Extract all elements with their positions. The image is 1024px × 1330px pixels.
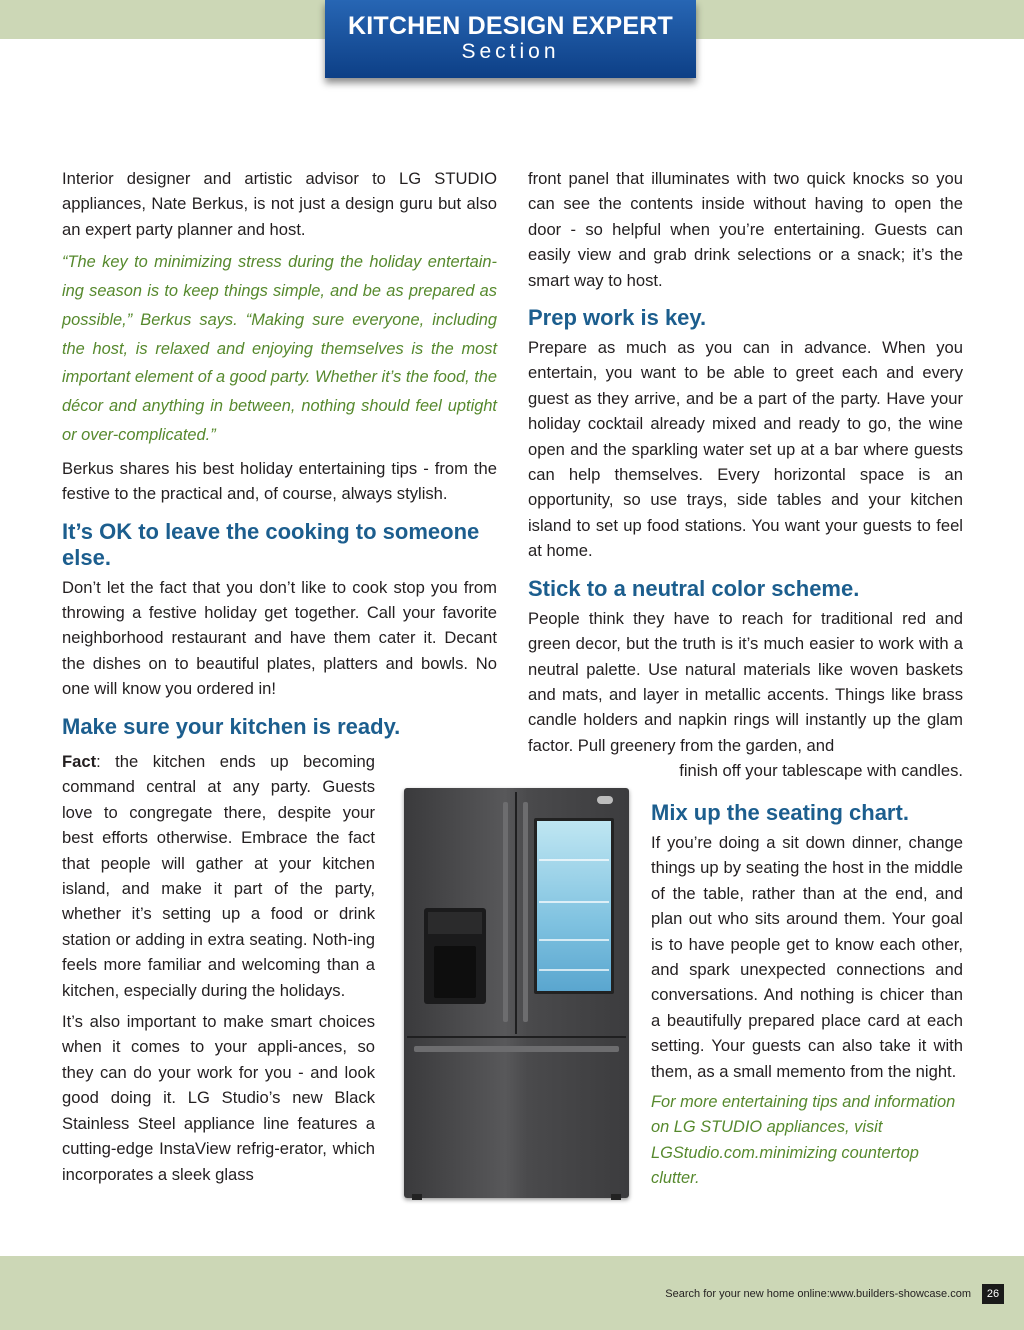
section-body-kitchen-ready: [62, 749, 375, 1003]
fridge-door-split: [515, 792, 517, 1034]
fact-text: : the kitchen ends up becoming command central at any party. Guests love to congregate there, despite your best efforts otherwise. Embrace the fact that people will gather at your kitchen island, and make it part of the party, whether it’s setting up a food or drink station or adding in extra seating. Noth-ing feels more familiar and welcoming than a kitchen, especially during the holidays.: [62, 752, 375, 1000]
instaview-window: [534, 818, 614, 994]
section-body-prep-work: Prepare as much as you can in advance. When you entertain, you want to be able to greet each and every guest as they arrive, and be a part of the party. Have your holiday cocktail already mixed and ready to go, the wine open and the sparkling water set up at a bar where guests can help themselves. Every horizontal space is an opportunity, so use trays, side tables and your kitchen island to set up food stations. You want your guests to feel at home.: [528, 338, 963, 561]
dispenser-control-panel: [428, 912, 482, 934]
section-body-neutral-color: People think they have to reach for traditional red and green decor, but the truth is it’s much easier to work with a neutral palette. Use natural materials like woven baskets and mats, and layer in metallic accents. Things like brass candle holders and napkin rings will instantly up the glam factor. Pull greenery from the garden, and: [528, 608, 963, 755]
dispenser-well: [434, 946, 476, 998]
fridge-foot: [412, 1194, 422, 1200]
fridge-shelf: [539, 859, 609, 861]
fridge-left-handle: [503, 802, 508, 1022]
fridge-right-handle: [523, 802, 528, 1022]
header-subtitle: Section: [461, 40, 560, 63]
right-column: [528, 166, 963, 784]
header-title: KITCHEN DESIGN EXPERT: [347, 12, 674, 40]
fact-label: Fact: [62, 752, 97, 771]
footer-search-text: Search for your new home online:www.builders-showcase.com: [665, 1288, 971, 1300]
tips-intro-paragraph: Berkus shares his best holiday entertaining tips - from the festive to the practical and, of course, always stylish.: [62, 458, 497, 504]
page-number: 26: [982, 1284, 1004, 1304]
section-body-neutral-color-last-line: finish off your tablescape with candles.: [679, 761, 963, 781]
fridge-drawer-line: [407, 1036, 626, 1038]
section-heading-cooking: It’s OK to leave the cooking to someone else.: [62, 518, 480, 570]
refrigerator-image: [404, 788, 629, 1202]
right-column-narrow: [651, 800, 963, 1192]
section-header-tab: [325, 0, 696, 78]
intro-paragraph: Interior designer and artistic advisor to LG STUDIO appliances, Nate Berkus, is not just a design guru but also an expert party planner and host.: [62, 169, 497, 239]
appliances-paragraph: It’s also important to make smart choices when it comes to your appli-ances, so they can do your work for you - and look good doing it. LG Studio’s new Black Stainless Steel appliance line features a cutting-edge InstaView refrig-erator, which incorporates a sleek glass: [62, 1012, 375, 1184]
closing-note: For more entertaining tips and information on LG STUDIO appliances, visit LGStudio.com.minimizing countertop clutter.: [651, 1093, 956, 1188]
section-heading-neutral-color: Stick to a neutral color scheme.: [528, 575, 860, 601]
fridge-foot: [611, 1194, 621, 1200]
left-column: [62, 166, 497, 744]
fridge-logo: [597, 796, 613, 804]
section-body-seating: If you’re doing a sit down dinner, change things up by seating the host in the middle of the table, rather than at the end, and plan out who sits around them. Your goal is to have people get to know each other, and spark unexpected connections and conversations. And nothing is chicer than a beautifully prepared place card at each setting. Your guests can also take it with them, as a small memento from the night.: [651, 833, 963, 1081]
fridge-shelf: [539, 901, 609, 903]
section-heading-kitchen-ready: Make sure your kitchen is ready.: [62, 713, 401, 739]
pull-quote: “The key to minimizing stress during the holiday entertain-ing season is to keep things simple, and be as prepared as possible,” Berkus says. “Making sure everyone, including the host, is relaxed and enjoying themselves is the most important element of a good party. Whether it’s the food, the décor and anything in between, nothing should feel uptight or over-complicated.”: [62, 253, 497, 444]
continuation-paragraph: front panel that illuminates with two quick knocks so you can see the contents inside without having to open the door - so helpful when you’re entertaining. Guests can easily view and grab drink selections or a snack; it’s the smart way to host.: [528, 169, 963, 290]
left-column-narrow: [62, 749, 375, 1187]
section-body-cooking: Don’t let the fact that you don’t like to cook stop you from throwing a festive holiday get together. Call your favorite neighborhood restaurant and have them cater it. Decant the dishes on to beautiful plates, platters and bowls. No one will know you ordered in!: [62, 577, 497, 699]
section-heading-prep-work: Prep work is key.: [528, 305, 707, 331]
fridge-shelf: [539, 939, 609, 941]
fridge-drawer-handle: [414, 1046, 619, 1052]
fridge-shelf: [539, 969, 609, 971]
section-heading-seating: Mix up the seating chart.: [651, 800, 909, 825]
